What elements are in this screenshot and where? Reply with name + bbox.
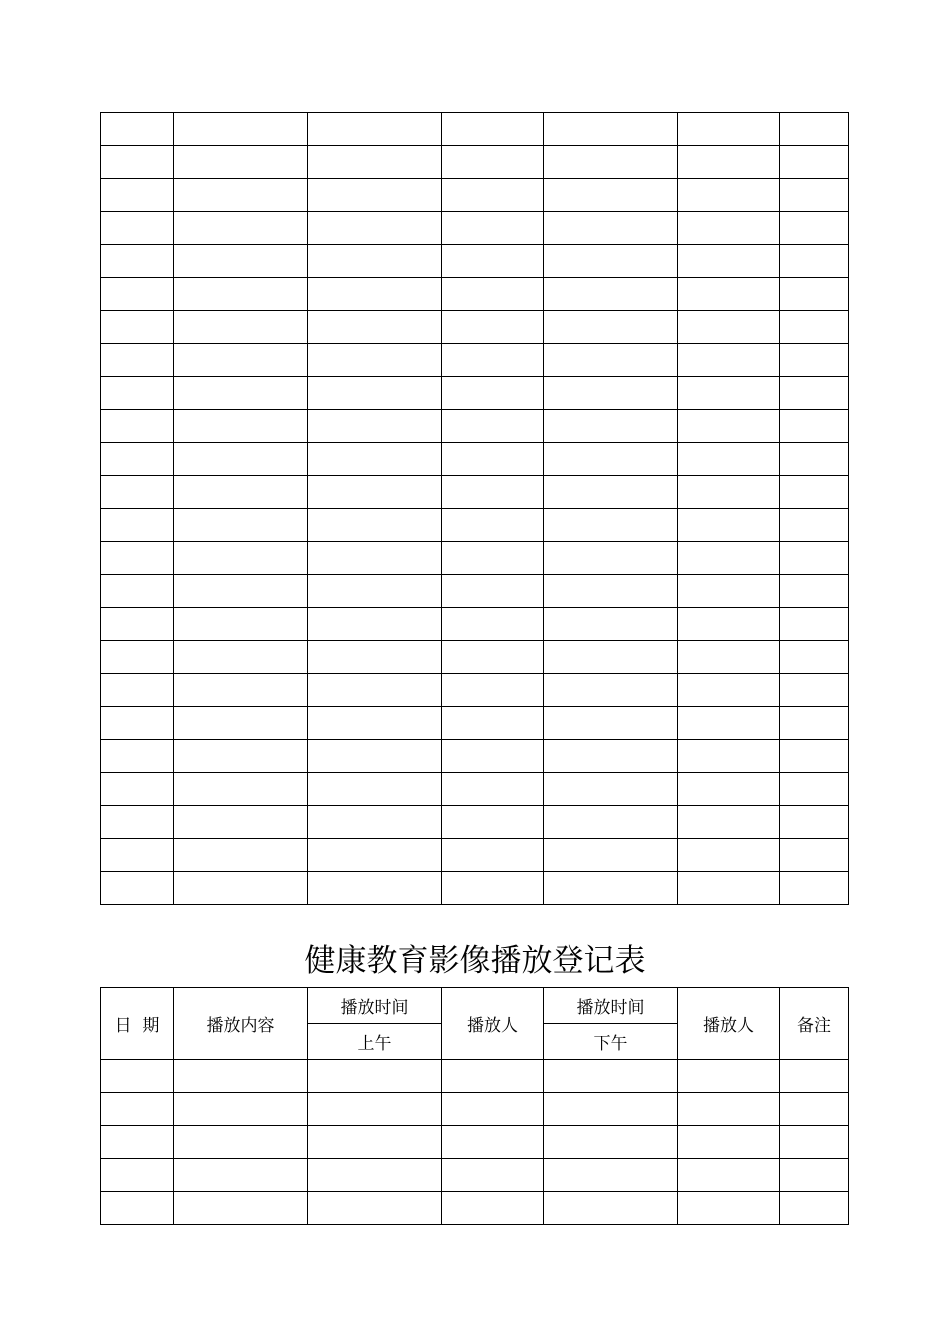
table-cell[interactable]	[174, 278, 308, 311]
table-cell[interactable]	[174, 773, 308, 806]
table-cell[interactable]	[174, 806, 308, 839]
table-cell[interactable]	[442, 245, 544, 278]
table-cell[interactable]	[308, 113, 442, 146]
table-cell[interactable]	[544, 542, 678, 575]
table-row	[101, 1093, 849, 1126]
table-cell[interactable]	[544, 839, 678, 872]
table-cell[interactable]	[442, 839, 544, 872]
table-cell[interactable]	[174, 1126, 308, 1159]
table-cell[interactable]	[442, 641, 544, 674]
table-cell[interactable]	[780, 146, 849, 179]
table-cell[interactable]	[678, 1060, 780, 1093]
table-cell[interactable]	[544, 608, 678, 641]
table-cell[interactable]	[308, 773, 442, 806]
table-cell[interactable]	[101, 1126, 174, 1159]
table-cell[interactable]	[678, 344, 780, 377]
table-cell[interactable]	[544, 476, 678, 509]
table-cell[interactable]	[308, 1093, 442, 1126]
header-remarks: 备注	[780, 988, 849, 1060]
table-cell[interactable]	[544, 377, 678, 410]
table-cell[interactable]	[101, 674, 174, 707]
table-cell[interactable]	[544, 740, 678, 773]
table-cell[interactable]	[678, 839, 780, 872]
table-cell[interactable]	[780, 839, 849, 872]
table-cell[interactable]	[544, 443, 678, 476]
header-row-1	[101, 988, 849, 1024]
table-cell[interactable]	[544, 1126, 678, 1159]
header-afternoon: 下午	[544, 1024, 678, 1060]
table-cell[interactable]	[101, 872, 174, 905]
table-row	[101, 344, 849, 377]
table-cell[interactable]	[544, 1159, 678, 1192]
table-row	[101, 839, 849, 872]
table-row	[101, 377, 849, 410]
table-cell[interactable]	[174, 113, 308, 146]
table-cell[interactable]	[544, 278, 678, 311]
table-cell[interactable]	[442, 740, 544, 773]
table-cell[interactable]	[780, 674, 849, 707]
table-cell[interactable]	[678, 641, 780, 674]
table-cell[interactable]	[780, 311, 849, 344]
table-cell[interactable]	[174, 410, 308, 443]
table-cell[interactable]	[544, 575, 678, 608]
header-player-afternoon: 播放人	[678, 988, 780, 1060]
table-cell[interactable]	[780, 113, 849, 146]
table-cell[interactable]	[780, 1060, 849, 1093]
table-cell[interactable]	[678, 542, 780, 575]
table-cell[interactable]	[442, 1126, 544, 1159]
table-cell[interactable]	[308, 839, 442, 872]
table-cell[interactable]	[678, 311, 780, 344]
table-cell[interactable]	[101, 113, 174, 146]
table-cell[interactable]	[174, 1159, 308, 1192]
table-cell[interactable]	[308, 608, 442, 641]
table-cell[interactable]	[101, 443, 174, 476]
table-cell[interactable]	[442, 179, 544, 212]
table-cell[interactable]	[544, 509, 678, 542]
table-cell[interactable]	[780, 542, 849, 575]
table-cell[interactable]	[174, 509, 308, 542]
table-cell[interactable]	[442, 476, 544, 509]
table-row	[101, 608, 849, 641]
table-cell[interactable]	[780, 575, 849, 608]
table-cell[interactable]	[101, 707, 174, 740]
table-cell[interactable]	[780, 476, 849, 509]
table-cell[interactable]	[308, 344, 442, 377]
table-cell[interactable]	[174, 740, 308, 773]
table-cell[interactable]	[308, 707, 442, 740]
table-cell[interactable]	[308, 641, 442, 674]
table-cell[interactable]	[544, 113, 678, 146]
table-cell[interactable]	[308, 872, 442, 905]
table-row	[101, 212, 849, 245]
table-row	[101, 1060, 849, 1093]
table-cell[interactable]	[174, 245, 308, 278]
table-cell[interactable]	[101, 179, 174, 212]
table-cell[interactable]	[544, 146, 678, 179]
table-cell[interactable]	[678, 1126, 780, 1159]
table-cell[interactable]	[174, 839, 308, 872]
table-cell[interactable]	[544, 1060, 678, 1093]
table-cell[interactable]	[544, 245, 678, 278]
table-cell[interactable]	[678, 707, 780, 740]
table-cell[interactable]	[174, 311, 308, 344]
table-cell[interactable]	[442, 443, 544, 476]
table-cell[interactable]	[780, 410, 849, 443]
table-row	[101, 245, 849, 278]
table-cell[interactable]	[308, 146, 442, 179]
table-cell[interactable]	[174, 344, 308, 377]
table-row	[101, 872, 849, 905]
table-cell[interactable]	[442, 674, 544, 707]
table-cell[interactable]	[308, 806, 442, 839]
table-cell[interactable]	[678, 674, 780, 707]
table-cell[interactable]	[544, 674, 678, 707]
table-cell[interactable]	[780, 377, 849, 410]
table-cell[interactable]	[101, 212, 174, 245]
table-cell[interactable]	[308, 740, 442, 773]
table-cell[interactable]	[101, 311, 174, 344]
table-cell[interactable]	[308, 377, 442, 410]
table-cell[interactable]	[780, 707, 849, 740]
table-cell[interactable]	[442, 872, 544, 905]
header-player-morning: 播放人	[442, 988, 544, 1060]
table-cell[interactable]	[174, 872, 308, 905]
table-cell[interactable]	[780, 1126, 849, 1159]
header-date: 日 期	[101, 988, 174, 1060]
table-cell[interactable]	[678, 179, 780, 212]
table-cell[interactable]	[308, 1060, 442, 1093]
table-cell[interactable]	[101, 839, 174, 872]
table-row	[101, 641, 849, 674]
table-cell[interactable]	[442, 311, 544, 344]
table-cell[interactable]	[174, 179, 308, 212]
table-cell[interactable]	[308, 1192, 442, 1225]
table-row	[101, 113, 849, 146]
table-cell[interactable]	[442, 344, 544, 377]
table-cell[interactable]	[101, 476, 174, 509]
table-cell[interactable]	[678, 146, 780, 179]
table-cell[interactable]	[101, 1060, 174, 1093]
form-title: 健康教育影像播放登记表	[304, 943, 646, 979]
table-cell[interactable]	[780, 179, 849, 212]
table-cell[interactable]	[442, 377, 544, 410]
table-cell[interactable]	[101, 410, 174, 443]
table-cell[interactable]	[101, 146, 174, 179]
table-cell[interactable]	[544, 1192, 678, 1225]
table-cell[interactable]	[101, 245, 174, 278]
table-cell[interactable]	[544, 806, 678, 839]
header-content: 播放内容	[174, 988, 308, 1060]
table-cell[interactable]	[678, 509, 780, 542]
table-row	[101, 509, 849, 542]
table-cell[interactable]	[780, 773, 849, 806]
table-cell[interactable]	[308, 443, 442, 476]
table-cell[interactable]	[544, 1093, 678, 1126]
table-cell[interactable]	[442, 410, 544, 443]
table-cell[interactable]	[780, 212, 849, 245]
table-cell[interactable]	[174, 443, 308, 476]
table-cell[interactable]	[678, 1192, 780, 1225]
table-row	[101, 773, 849, 806]
table-cell[interactable]	[308, 245, 442, 278]
table-row	[101, 443, 849, 476]
table-cell[interactable]	[101, 1192, 174, 1225]
table-cell[interactable]	[442, 707, 544, 740]
table-cell[interactable]	[101, 1159, 174, 1192]
table-cell[interactable]	[678, 113, 780, 146]
header-play-time-morning: 播放时间	[308, 988, 442, 1024]
table-row	[101, 410, 849, 443]
table-cell[interactable]	[308, 311, 442, 344]
table-row	[101, 146, 849, 179]
table-cell[interactable]	[544, 179, 678, 212]
table-cell[interactable]	[308, 1126, 442, 1159]
table-row	[101, 476, 849, 509]
table-cell[interactable]	[101, 773, 174, 806]
table-cell[interactable]	[780, 1192, 849, 1225]
table-cell[interactable]	[101, 806, 174, 839]
table-cell[interactable]	[780, 278, 849, 311]
table-row	[101, 1192, 849, 1225]
table-cell[interactable]	[442, 1159, 544, 1192]
table-cell[interactable]	[544, 773, 678, 806]
table-cell[interactable]	[780, 245, 849, 278]
header-play-time-afternoon: 播放时间	[544, 988, 678, 1024]
table-cell[interactable]	[678, 1093, 780, 1126]
table-cell[interactable]	[780, 1093, 849, 1126]
table-cell[interactable]	[678, 740, 780, 773]
table-cell[interactable]	[544, 311, 678, 344]
table-cell[interactable]	[101, 1093, 174, 1126]
table-cell[interactable]	[780, 740, 849, 773]
table-cell[interactable]	[174, 674, 308, 707]
table-cell[interactable]	[174, 377, 308, 410]
table-cell[interactable]	[174, 1192, 308, 1225]
table-row	[101, 278, 849, 311]
table-cell[interactable]	[174, 1093, 308, 1126]
table-row	[101, 542, 849, 575]
table-cell[interactable]	[174, 476, 308, 509]
table-cell[interactable]	[442, 146, 544, 179]
table-cell[interactable]	[544, 212, 678, 245]
table-cell[interactable]	[678, 806, 780, 839]
table-row	[101, 1159, 849, 1192]
table-cell[interactable]	[101, 740, 174, 773]
table-cell[interactable]	[678, 575, 780, 608]
table-cell[interactable]	[174, 146, 308, 179]
table-cell[interactable]	[544, 410, 678, 443]
table-cell[interactable]	[678, 443, 780, 476]
table-cell[interactable]	[442, 773, 544, 806]
table-cell[interactable]	[174, 707, 308, 740]
table-cell[interactable]	[174, 212, 308, 245]
table-cell[interactable]	[678, 608, 780, 641]
table-row	[101, 1126, 849, 1159]
table-cell[interactable]	[101, 509, 174, 542]
table-cell[interactable]	[442, 1060, 544, 1093]
table-row	[101, 575, 849, 608]
table-cell[interactable]	[780, 344, 849, 377]
table-cell[interactable]	[780, 641, 849, 674]
table-cell[interactable]	[442, 509, 544, 542]
table-cell[interactable]	[101, 542, 174, 575]
table-cell[interactable]	[308, 410, 442, 443]
table-cell[interactable]	[101, 344, 174, 377]
table-cell[interactable]	[442, 212, 544, 245]
table-cell[interactable]	[442, 608, 544, 641]
table-cell[interactable]	[101, 377, 174, 410]
table-cell[interactable]	[678, 1159, 780, 1192]
table-cell[interactable]	[780, 806, 849, 839]
table-cell[interactable]	[174, 542, 308, 575]
table-cell[interactable]	[780, 872, 849, 905]
table-cell[interactable]	[101, 575, 174, 608]
table-cell[interactable]	[544, 641, 678, 674]
table-cell[interactable]	[678, 773, 780, 806]
table-cell[interactable]	[308, 1159, 442, 1192]
table-cell[interactable]	[101, 641, 174, 674]
table-cell[interactable]	[780, 443, 849, 476]
table-cell[interactable]	[678, 212, 780, 245]
table-cell[interactable]	[308, 476, 442, 509]
table-cell[interactable]	[442, 575, 544, 608]
table-cell[interactable]	[308, 278, 442, 311]
register-table	[100, 987, 849, 1225]
table-cell[interactable]	[544, 344, 678, 377]
header-morning: 上午	[308, 1024, 442, 1060]
table-cell[interactable]	[308, 212, 442, 245]
table-cell[interactable]	[174, 641, 308, 674]
table-row	[101, 806, 849, 839]
table-cell[interactable]	[174, 1060, 308, 1093]
table-cell[interactable]	[308, 179, 442, 212]
table-cell[interactable]	[678, 476, 780, 509]
table-cell[interactable]	[442, 1093, 544, 1126]
continued-log-table	[100, 112, 849, 905]
table-cell[interactable]	[780, 608, 849, 641]
table-cell[interactable]	[442, 113, 544, 146]
table-cell[interactable]	[678, 278, 780, 311]
table-cell[interactable]	[174, 575, 308, 608]
table-cell[interactable]	[308, 542, 442, 575]
table-cell[interactable]	[544, 872, 678, 905]
table-cell[interactable]	[780, 509, 849, 542]
table-cell[interactable]	[780, 1159, 849, 1192]
table-cell[interactable]	[442, 542, 544, 575]
table-row	[101, 311, 849, 344]
table-cell[interactable]	[678, 377, 780, 410]
table-cell[interactable]	[101, 608, 174, 641]
table-cell[interactable]	[442, 1192, 544, 1225]
table-cell[interactable]	[678, 410, 780, 443]
table-cell[interactable]	[678, 245, 780, 278]
table-row	[101, 179, 849, 212]
table-row	[101, 740, 849, 773]
table-row	[101, 707, 849, 740]
table-cell[interactable]	[308, 575, 442, 608]
table-cell[interactable]	[678, 872, 780, 905]
table-cell[interactable]	[174, 608, 308, 641]
table-row	[101, 674, 849, 707]
table-cell[interactable]	[101, 278, 174, 311]
table-cell[interactable]	[308, 674, 442, 707]
table-cell[interactable]	[308, 509, 442, 542]
table-cell[interactable]	[442, 278, 544, 311]
table-cell[interactable]	[442, 806, 544, 839]
table-cell[interactable]	[544, 707, 678, 740]
